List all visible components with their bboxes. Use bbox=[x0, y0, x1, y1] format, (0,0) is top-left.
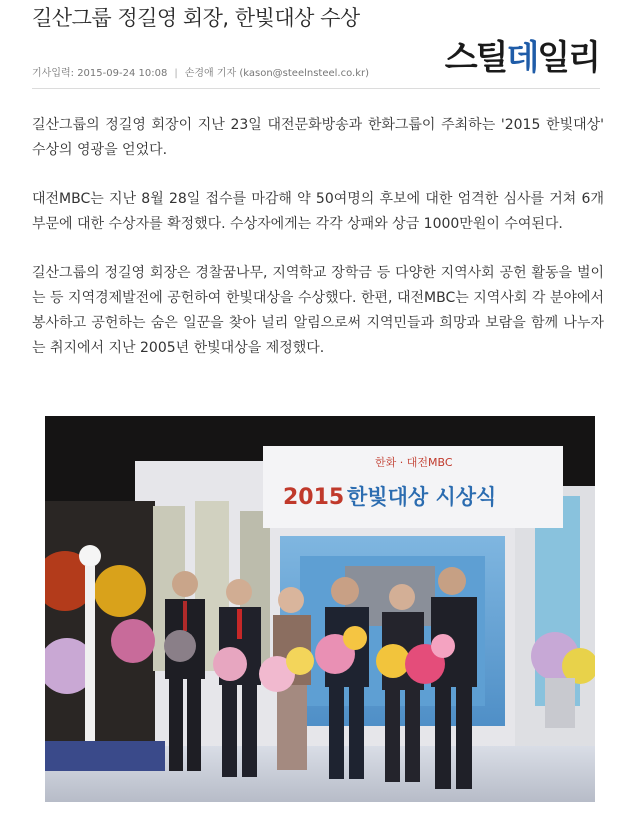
reporter-byline: 손경애 기자 (kason@steelnsteel.co.kr) bbox=[184, 68, 370, 79]
article-body bbox=[32, 113, 604, 385]
meta-separator: | bbox=[174, 68, 178, 79]
article-headline: 길산그룹 정길영 회장, 한빛대상 수상 bbox=[32, 6, 360, 30]
article-paragraph-3: 길산그룹의 정길영 회장은 경찰꿈나무, 지역학교 장학금 등 다양한 지역사회 공헌 활동을 벌이는 등 지역경제발전에 공헌하여 한빛대상을 수상했다. 한편, 대전MBC는 지역사회 각 분야에서 봉사하고 공헌하는 숨은 일꾼을 찾아 널리 알림으로써 지역민들과 희망과 보람을 함께 나누자는 취지에서 지난 2005년 한빛대상을 제정했다. bbox=[32, 265, 604, 356]
logo-prefix: 스틸 bbox=[444, 38, 507, 78]
article-paragraph-1: 길산그룹의 정길영 회장이 지난 23일 대전문화방송과 한화그룹이 주최하는 '2015 한빛대상' 수상의 영광을 얻었다. bbox=[32, 117, 604, 158]
article-photo bbox=[45, 416, 595, 802]
logo-highlight: 데 bbox=[506, 38, 538, 78]
banner-title: 한빛대상 시상식 bbox=[347, 485, 497, 509]
award-ceremony-photo bbox=[45, 416, 595, 802]
sponsor-text: 한화 · 대전MBC bbox=[375, 456, 453, 469]
header-divider bbox=[32, 88, 600, 89]
site-logo[interactable] bbox=[445, 30, 599, 79]
publish-date: 기사입력: 2015-09-24 10:08 bbox=[32, 68, 168, 79]
logo-suffix: 일리 bbox=[537, 38, 599, 78]
article-meta bbox=[32, 64, 369, 79]
banner-year: 2015 bbox=[283, 485, 345, 510]
article-paragraph-2: 대전MBC는 지난 8월 28일 접수를 마감해 약 50여명의 후보에 대한 엄격한 심사를 거쳐 6개 부문에 대한 수상자를 확정했다. 수상자에게는 각각 상패와 상금 1000만원이 수여된다. bbox=[32, 191, 604, 232]
